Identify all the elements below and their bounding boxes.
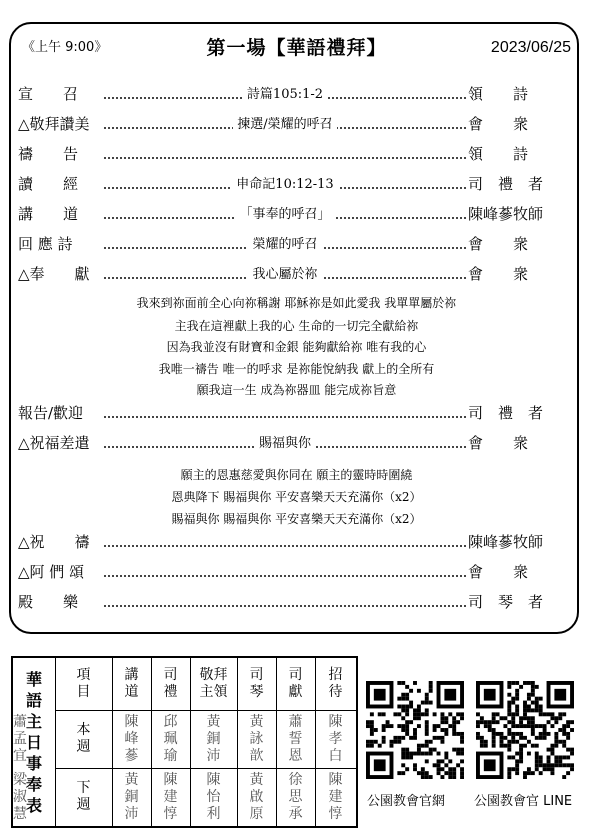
next-week-cell-text: 怡 — [206, 788, 221, 805]
program-item-content-wrap — [108, 233, 462, 256]
table-header-text: 主領 — [199, 684, 228, 700]
program-item-leader: 會 衆 — [468, 113, 566, 135]
this-week-label — [55, 710, 112, 768]
program-item-label: 回 應 詩 — [18, 233, 77, 255]
this-week-cell-text: 蕭 — [288, 713, 303, 730]
next-week-cell-text: 思 — [288, 788, 303, 805]
next-week-cell-text: 建 — [163, 788, 178, 805]
blessing-lyric-line: 賜福與你 賜福與你 平安喜樂天天充滿你（x2） — [171, 512, 422, 526]
program-item-label: △祝福差遣 — [18, 432, 94, 454]
program-item-content-wrap — [108, 203, 462, 226]
next-week-cell-text: 淑 — [13, 788, 27, 805]
duty-title-char: 主 — [25, 711, 42, 731]
offering-lyric-line: 因為我並沒有財寶和金銀 能夠獻給祢 唯有我的心 — [166, 340, 427, 354]
table-header-text: 獻 — [288, 684, 303, 700]
program-item-content-wrap — [108, 263, 462, 286]
next-week-cell-text: 銅 — [124, 788, 139, 805]
line-qr-icon[interactable] — [476, 681, 574, 779]
this-week-cell-text: 陳 — [124, 713, 139, 730]
next-week-cell-text: 沛 — [124, 805, 139, 822]
table-header-text: 道 — [124, 684, 139, 700]
this-week-cell-text: 陳 — [328, 713, 343, 730]
leader-dots — [104, 157, 466, 159]
this-week-cell-text: 黃 — [206, 713, 221, 730]
program-item-label: 宣 召 — [18, 83, 82, 105]
duty-title-char: 語 — [25, 690, 42, 710]
program-item-content: 「事奉的呼召」 — [235, 207, 334, 222]
program-row — [18, 531, 566, 553]
this-week-cell-text: 銅 — [206, 730, 221, 747]
next-week-cell-text: 惇 — [163, 805, 178, 822]
program-item-leader: 司 琴 者 — [468, 591, 566, 613]
duty-title-char: 日 — [25, 732, 42, 752]
table-header — [237, 658, 276, 710]
next-week-cell-text: 梁 — [13, 771, 27, 788]
table-header-text: 司 — [288, 667, 303, 683]
next-week-cell-text: 承 — [288, 805, 303, 822]
next-week-cell-text: 利 — [206, 805, 221, 822]
program-item-label: △祝 禱 — [18, 531, 94, 553]
this-week-cell — [276, 710, 315, 768]
service-date: 2023/06/25 — [490, 39, 571, 56]
table-header-text: 禮 — [163, 684, 178, 700]
program-item-content-wrap — [108, 432, 462, 455]
program-item-content: 榮耀的呼召 — [248, 237, 321, 252]
program-item-leader: 會 衆 — [468, 233, 566, 255]
next-week-cell-text: 陳 — [163, 771, 178, 788]
program-item-content-wrap — [108, 173, 462, 196]
this-week-cell-text: 瑜 — [163, 747, 178, 764]
program-item-leader: 會 衆 — [468, 432, 566, 454]
offering-lyric-line: 我來到祢面前全心向祢稱謝 耶穌祢是如此愛我 我單單屬於祢 — [136, 296, 457, 310]
program-item-label: 讀 經 — [18, 173, 82, 195]
this-week-cell — [112, 710, 151, 768]
table-header — [190, 658, 237, 710]
program-item-leader: 陳峰蔘牧師 — [468, 531, 566, 553]
program-row — [18, 113, 566, 135]
this-week-cell-text: 邱 — [163, 713, 178, 730]
program-item-label: 講 道 — [18, 203, 82, 225]
leader-dots — [104, 605, 466, 607]
this-week-cell-text: 宜 — [13, 747, 27, 764]
duty-title-char: 奉 — [25, 774, 42, 794]
service-time: 《上午 9:00》 — [22, 40, 108, 55]
leader-dots — [104, 545, 466, 547]
table-header-text: 待 — [328, 684, 343, 700]
program-row — [18, 143, 566, 165]
table-header-text: 敬拜 — [199, 667, 228, 683]
table-header-text: 司 — [163, 667, 178, 683]
next-week-cell-text: 惇 — [328, 805, 343, 822]
this-week-cell-text: 孝 — [328, 730, 343, 747]
next-week-label-text: 下 — [76, 780, 91, 796]
table-header — [112, 658, 151, 710]
offering-lyric-line: 我唯一禱告 唯一的呼求 是祢能悅納我 獻上的全所有 — [158, 362, 435, 376]
table-header-text: 目 — [76, 684, 91, 700]
program-row — [18, 591, 566, 613]
this-week-cell-text: 歆 — [249, 747, 264, 764]
this-week-cell-text: 峰 — [124, 730, 139, 747]
table-header-text: 司 — [249, 667, 264, 683]
duty-title-char: 華 — [25, 669, 42, 689]
table-header-text: 項 — [76, 667, 91, 683]
table-header — [276, 658, 315, 710]
next-week-cell — [112, 768, 151, 826]
program-row — [18, 402, 566, 424]
program-item-content: 揀選/榮耀的呼召 — [233, 117, 336, 132]
this-week-cell-text: 詠 — [249, 730, 264, 747]
this-week-cell-text: 孟 — [13, 730, 27, 747]
website-qr-caption: 公園教會官網 — [367, 794, 446, 809]
this-week-cell-text: 誓 — [288, 730, 303, 747]
this-week-cell-text: 沛 — [206, 747, 221, 764]
line-qr-caption: 公園教會官 LINE — [474, 794, 573, 809]
next-week-label — [55, 768, 112, 826]
next-week-cell — [237, 768, 276, 826]
program-item-leader: 司 禮 者 — [468, 402, 566, 424]
table-header-text: 琴 — [249, 684, 264, 700]
this-week-cell-text: 恩 — [288, 747, 303, 764]
duty-title-char: 表 — [25, 795, 42, 815]
this-week-cell-text: 蔘 — [124, 747, 139, 764]
program-item-label: 報告/歡迎 — [18, 402, 87, 424]
program-row — [18, 233, 566, 255]
next-week-cell-text: 陳 — [206, 771, 221, 788]
program-item-content: 詩篇105:1-2 — [243, 87, 327, 102]
this-week-cell — [190, 710, 237, 768]
next-week-cell-text: 黃 — [124, 771, 139, 788]
program-item-label: 禱 告 — [18, 143, 82, 165]
offering-lyric-line: 願我這一生 成為祢器皿 能完成祢旨意 — [196, 383, 397, 397]
next-week-label-text: 週 — [76, 797, 91, 813]
this-week-cell — [13, 710, 27, 768]
program-row — [18, 83, 566, 105]
program-item-content: 賜福與你 — [255, 436, 315, 451]
duty-table — [11, 656, 358, 828]
program-row — [18, 263, 566, 285]
next-week-cell — [276, 768, 315, 826]
website-qr-icon[interactable] — [366, 681, 464, 779]
program-item-leader: 陳峰蔘牧師 — [468, 203, 566, 225]
program-item-content: 我心屬於祢 — [248, 267, 321, 282]
this-week-label-text: 週 — [76, 739, 91, 755]
this-week-cell-text: 白 — [328, 747, 343, 764]
program-item-label: △奉 獻 — [18, 263, 94, 285]
next-week-cell-text: 陳 — [328, 771, 343, 788]
this-week-cell — [151, 710, 190, 768]
table-header — [55, 658, 112, 710]
program-row — [18, 432, 566, 454]
program-item-content-wrap — [108, 83, 462, 106]
program-item-label: △敬拜讚美 — [18, 113, 94, 135]
next-week-cell — [190, 768, 237, 826]
offering-lyric-line: 主我在這裡獻上我的心 生命的一切完全獻給祢 — [174, 319, 419, 333]
next-week-cell — [315, 768, 356, 826]
table-header-text: 招 — [328, 667, 343, 683]
this-week-label-text: 本 — [76, 722, 91, 738]
program-item-content: 申命記10:12-13 — [232, 177, 337, 192]
this-week-cell-text: 蕭 — [13, 713, 27, 730]
program-item-leader: 司 禮 者 — [468, 173, 566, 195]
program-row — [18, 561, 566, 583]
table-header-text: 講 — [124, 667, 139, 683]
leader-dots — [104, 575, 466, 577]
program-item-label: △阿 們 頌 — [18, 561, 88, 583]
this-week-cell-text: 黃 — [249, 713, 264, 730]
next-week-cell-text: 黃 — [249, 771, 264, 788]
this-week-cell — [237, 710, 276, 768]
program-item-leader: 會 衆 — [468, 561, 566, 583]
blessing-lyric-line: 願主的恩惠慈愛與你同在 願主的靈時時圍繞 — [180, 468, 413, 482]
this-week-cell-text: 珮 — [163, 730, 178, 747]
program-item-label: 殿 樂 — [18, 591, 82, 613]
duty-title-char: 事 — [25, 753, 42, 773]
next-week-cell-text: 啟 — [249, 788, 264, 805]
blessing-lyric-line: 恩典降下 賜福與你 平安喜樂天天充滿你（x2） — [171, 490, 422, 504]
next-week-cell-text: 徐 — [288, 771, 303, 788]
leader-dots — [104, 416, 466, 418]
next-week-cell-text: 慧 — [13, 805, 27, 822]
program-row — [18, 173, 566, 195]
next-week-cell-text: 建 — [328, 788, 343, 805]
table-header — [151, 658, 190, 710]
program-row — [18, 203, 566, 225]
program-item-leader: 領 詩 — [468, 143, 566, 165]
next-week-cell-text: 原 — [249, 805, 264, 822]
table-header — [315, 658, 356, 710]
next-week-cell — [151, 768, 190, 826]
next-week-cell — [13, 768, 27, 826]
program-item-leader: 會 衆 — [468, 263, 566, 285]
program-item-leader: 領 詩 — [468, 83, 566, 105]
page-title: 第一場【華語禮拜】 — [206, 37, 387, 59]
program-item-content-wrap — [108, 113, 462, 136]
this-week-cell — [315, 710, 356, 768]
